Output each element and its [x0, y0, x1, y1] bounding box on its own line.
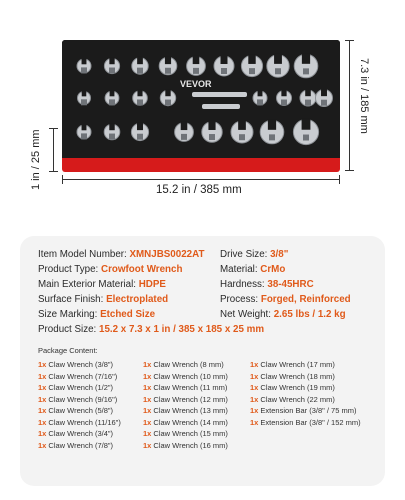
spec-row — [38, 294, 168, 305]
spec-key: Main Exterior Material: — [38, 279, 139, 290]
package-item-qty: 1x — [250, 383, 259, 392]
spec-key: Item Model Number: — [38, 249, 130, 260]
wrench-row2r-2 — [277, 90, 292, 106]
package-item — [38, 405, 121, 417]
package-item-qty: 1x — [250, 360, 259, 369]
spec-value: Crowfoot Wrench — [101, 264, 183, 275]
package-item-qty: 1x — [250, 417, 259, 427]
package-item-name: Claw Wrench (3/4") — [46, 429, 114, 438]
package-item — [38, 382, 121, 394]
foam-tray-top — [62, 40, 340, 158]
package-item — [38, 394, 121, 406]
package-item — [143, 405, 228, 417]
package-item-name: Claw Wrench (18 mm) — [258, 371, 335, 381]
spec-row — [38, 264, 182, 275]
spec-key: Product Size: — [38, 324, 99, 335]
wrench-row3-4 — [175, 122, 194, 142]
package-item — [250, 371, 361, 383]
spec-key: Hardness: — [220, 279, 268, 290]
wrench-row2r-3 — [300, 89, 316, 106]
package-item — [38, 417, 121, 429]
spec-key: Material: — [220, 264, 261, 275]
wrench-row1-6 — [214, 55, 234, 76]
spec-row — [220, 249, 288, 260]
foam-tray-red-base — [62, 158, 340, 172]
package-item-qty: 1x — [38, 429, 47, 438]
package-item-qty: 1x — [143, 383, 152, 392]
package-item — [38, 359, 121, 371]
wrench-row1-2 — [104, 57, 119, 73]
spec-row — [38, 309, 155, 320]
package-item-name: Claw Wrench (8 mm) — [151, 360, 224, 369]
product-image — [0, 0, 405, 220]
wrench-row2-1 — [78, 91, 91, 106]
depth-label: 1 in / 25 mm — [30, 129, 42, 190]
package-item — [143, 428, 228, 440]
package-item-qty: 1x — [250, 394, 259, 404]
package-item-name: Claw Wrench (5/8") — [46, 406, 114, 415]
extension-bar-152 — [192, 92, 247, 97]
package-item-name: Claw Wrench (11/16") — [46, 417, 121, 427]
width-tick-left — [62, 175, 63, 184]
wrench-row1-8 — [267, 54, 289, 77]
package-item-qty: 1x — [250, 406, 259, 415]
spec-value: Forged, Reinforced — [260, 294, 351, 305]
package-item-name: Claw Wrench (7/8") — [46, 440, 114, 450]
wrench-row2r-4 — [316, 89, 333, 107]
package-item-qty: 1x — [143, 371, 152, 381]
package-item-qty: 1x — [38, 417, 47, 427]
package-item-name: Extension Bar (3/8" / 75 mm) — [258, 406, 357, 415]
spec-value: Electroplated — [106, 294, 169, 305]
package-item — [143, 371, 228, 383]
wrench-row2-3 — [133, 90, 148, 106]
package-item-name: Claw Wrench (10 mm) — [151, 371, 228, 381]
wrench-row3-1 — [77, 124, 91, 139]
wrench-row1-4 — [159, 56, 177, 75]
extension-bar-75 — [202, 104, 240, 109]
package-item-qty: 1x — [38, 371, 47, 381]
spec-row — [220, 309, 346, 320]
package-item-name: Claw Wrench (15 mm) — [151, 429, 228, 438]
package-item-qty: 1x — [143, 429, 152, 438]
height-tick-bottom — [345, 170, 354, 171]
package-item-qty: 1x — [143, 360, 152, 369]
package-item-name: Claw Wrench (3/8") — [46, 360, 114, 369]
spec-value: 38-45HRC — [267, 279, 314, 290]
depth-dimension-line — [53, 128, 54, 172]
package-item — [250, 359, 361, 371]
package-item-qty: 1x — [38, 394, 47, 404]
package-item-name: Claw Wrench (9/16") — [46, 394, 118, 404]
package-item-name: Claw Wrench (22 mm) — [258, 394, 335, 404]
spec-row — [38, 249, 204, 260]
depth-tick-top — [49, 128, 58, 129]
wrench-row2r-1 — [253, 90, 267, 105]
package-column-1 — [38, 359, 121, 451]
spec-value: 3/8" — [270, 249, 289, 260]
package-item-name: Claw Wrench (17 mm) — [258, 360, 335, 369]
package-item-qty: 1x — [38, 406, 47, 415]
width-tick-right — [339, 175, 340, 184]
package-item — [143, 440, 228, 452]
package-item-qty: 1x — [38, 383, 47, 392]
spec-value: Etched Size — [100, 309, 156, 320]
package-item — [38, 428, 121, 440]
package-item-qty: 1x — [250, 371, 259, 381]
wrench-row3-8 — [293, 118, 318, 144]
spec-value: CrMo — [260, 264, 286, 275]
wrench-row2-2 — [105, 90, 119, 105]
package-item-qty: 1x — [38, 440, 47, 450]
package-item-qty: 1x — [143, 394, 152, 404]
package-item-name: Claw Wrench (1/2") — [46, 383, 114, 392]
wrench-row3-7 — [260, 119, 284, 144]
width-dimension-line — [62, 179, 340, 180]
wrench-set — [62, 40, 340, 158]
spec-value: 2.65 lbs / 1.2 kg — [273, 309, 346, 320]
spec-value: 15.2 x 7.3 x 1 in / 385 x 185 x 25 mm — [99, 324, 265, 335]
package-item — [143, 359, 228, 371]
spec-row — [220, 264, 285, 275]
package-item-qty: 1x — [38, 360, 47, 369]
package-item — [143, 394, 228, 406]
wrench-row3-3 — [131, 122, 148, 140]
width-label: 15.2 in / 385 mm — [156, 184, 242, 196]
spec-key: Product Type: — [38, 264, 101, 275]
wrench-row2-4 — [160, 89, 175, 105]
package-item — [143, 417, 228, 429]
package-item-name: Claw Wrench (13 mm) — [151, 406, 228, 415]
package-item-name: Extension Bar (3/8" / 152 mm) — [258, 417, 361, 427]
package-item-qty: 1x — [143, 417, 152, 427]
package-item — [38, 371, 121, 383]
spec-key: Net Weight: — [220, 309, 274, 320]
package-item-name: Claw Wrench (19 mm) — [258, 383, 335, 392]
package-item-name: Claw Wrench (16 mm) — [151, 440, 228, 450]
spec-key: Drive Size: — [220, 249, 271, 260]
spec-key: Size Marking: — [38, 309, 101, 320]
package-item-qty: 1x — [143, 406, 152, 415]
height-dimension-line — [349, 40, 350, 171]
package-item — [250, 382, 361, 394]
wrench-row1-9 — [294, 53, 318, 78]
wrench-row1-3 — [132, 57, 148, 74]
wrench-row3-6 — [231, 120, 253, 143]
package-item-qty: 1x — [143, 440, 152, 450]
package-item — [250, 405, 361, 417]
wrench-row3-5 — [202, 121, 222, 142]
spec-row — [220, 294, 351, 305]
wrench-row1-7 — [241, 54, 262, 76]
package-item — [250, 394, 361, 406]
height-tick-top — [345, 40, 354, 41]
package-column-3 — [250, 359, 361, 428]
package-item-name: Claw Wrench (7/16") — [46, 371, 118, 381]
spec-value: XMNJBS0022AT — [129, 249, 205, 260]
spec-row — [220, 279, 314, 290]
spec-key: Surface Finish: — [38, 294, 107, 305]
package-content-title: Package Content: — [38, 346, 98, 355]
brand-logo: VEVOR — [180, 79, 212, 89]
package-item — [38, 440, 121, 452]
spec-value: HDPE — [138, 279, 166, 290]
package-item-name: Claw Wrench (14 mm) — [151, 417, 228, 427]
height-label: 7.3 in / 185 mm — [358, 58, 370, 134]
package-item-name: Claw Wrench (12 mm) — [151, 394, 228, 404]
package-item — [143, 382, 228, 394]
depth-tick-bottom — [49, 171, 58, 172]
package-item — [250, 417, 361, 429]
wrench-row3-2 — [104, 123, 120, 140]
wrench-row1-5 — [187, 56, 206, 76]
spec-key: Process: — [220, 294, 261, 305]
package-item-name: Claw Wrench (11 mm) — [151, 383, 228, 392]
wrench-row1-1 — [77, 58, 91, 73]
spec-row — [38, 279, 166, 290]
spec-row — [38, 324, 264, 335]
package-column-2 — [143, 359, 228, 451]
